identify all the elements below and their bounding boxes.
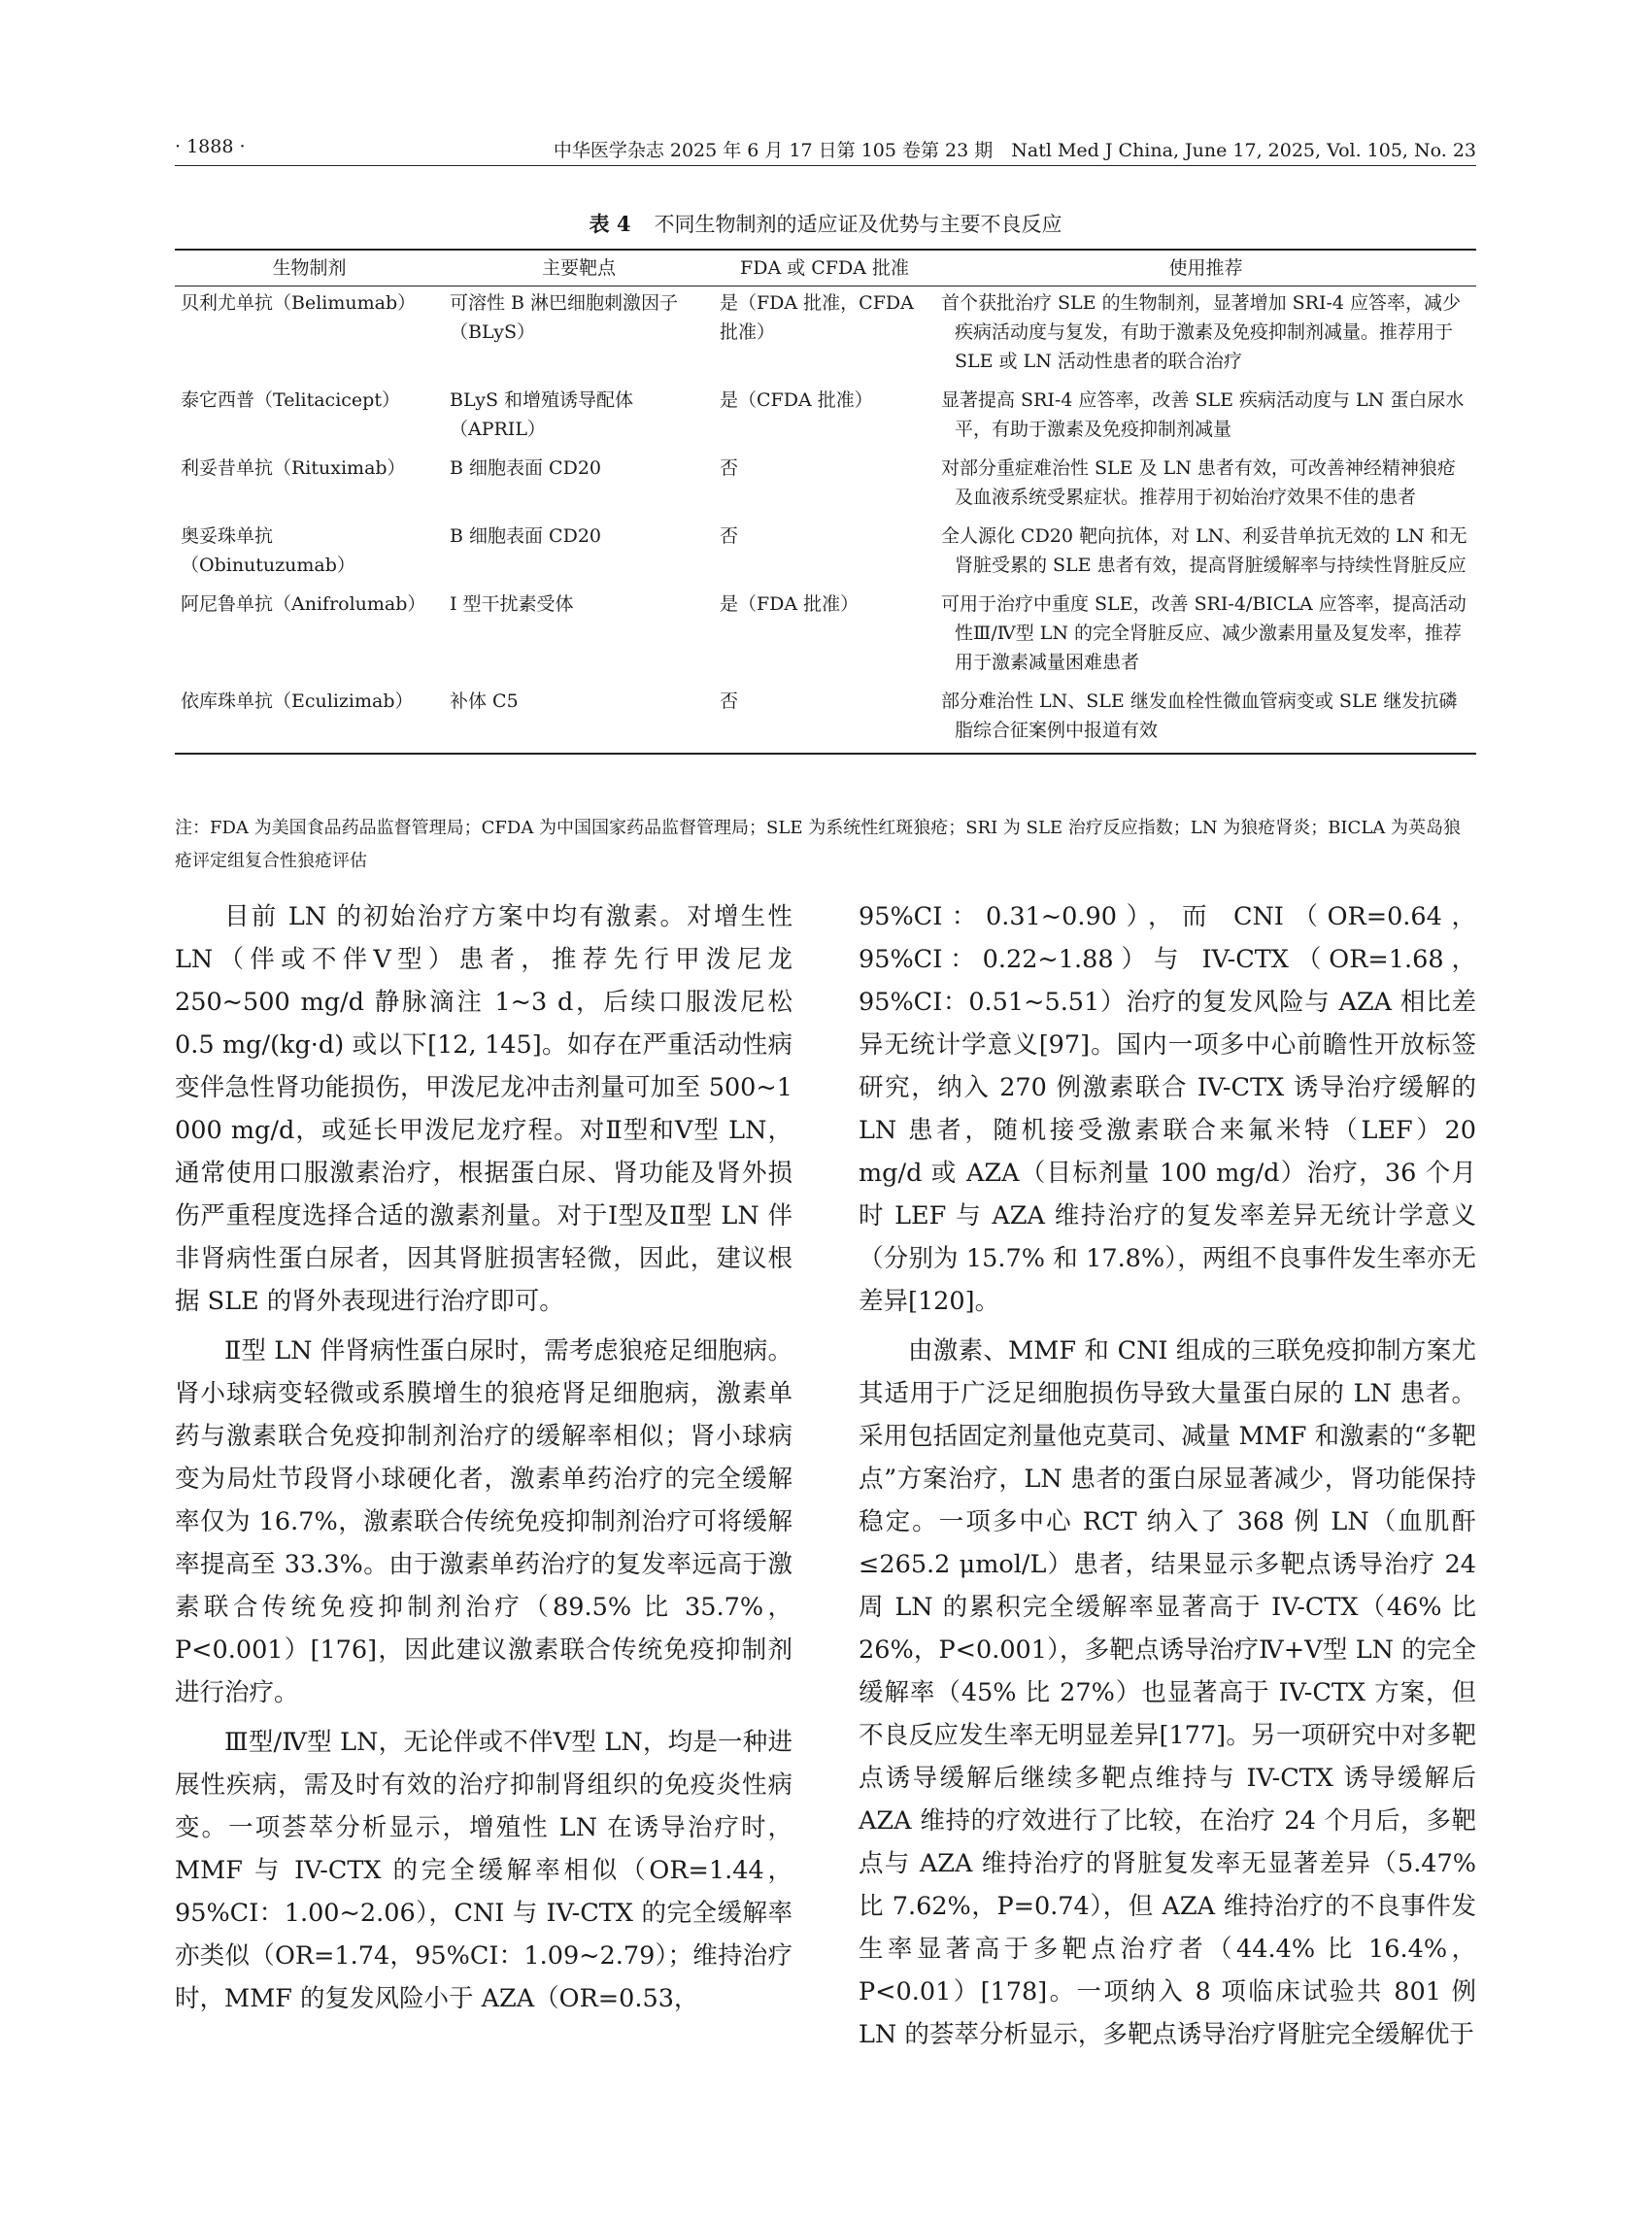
cell-target: 补体 C5: [450, 691, 519, 712]
paragraph: Ⅱ型 LN 伴肾病性蛋白尿时，需考虑狼疮足细胞病。肾小球病变轻微或系膜增生的狼疮肾足细胞病，激素单药与激素联合免疫抑制剂治疗的缓解率相似；肾小球病变为局灶节段肾小球硬化者，激素单药治疗的完全缓解率仅为 16.7%，激素联合传统免疫抑制剂治疗可将缓解率提高至 33.3%。由于激素单药治疗的复发率远高于激素联合传统免疫抑制剂治疗（89.5% 比 35.7%，P<0.001）[176]，因此建议激素联合传统免疫抑制剂进行治疗。: [175, 1336, 792, 1707]
cell-target: B 细胞表面 CD20: [450, 525, 601, 547]
table-caption: 不同生物制剂的适应证及优势与主要不良反应: [654, 213, 1062, 236]
table-row: [175, 287, 1476, 385]
table-row: [175, 520, 1476, 588]
cell-agent: 奥妥珠单抗（Obinutuzumab）: [181, 525, 355, 576]
table-row: [175, 384, 1476, 452]
cell-usage: 首个获批治疗 SLE 的生物制剂，显著增加 SRI-4 应答率，减少疾病活动度与复发，有助于激素及免疫抑制剂减量。推荐用于 SLE 或 LN 活动性患者的联合治疗: [941, 292, 1461, 372]
paragraph: 由激素、MMF 和 CNI 组成的三联免疫抑制方案尤其适用于广泛足细胞损伤导致大量蛋白尿的 LN 患者。采用包括固定剂量他克莫司、减量 MMF 和激素的“多靶点”方案治疗，LN 患者的蛋白尿显著减少，肾功能保持稳定。一项多中心 RCT 纳入了 368 例 LN（血肌酐≤265.2 μmol/L）患者，结果显示多靶点诱导治疗 24 周 LN 的累积完全缓解率显著高于 IV-CTX（46% 比 26%，P<0.001），多靶点诱导治疗Ⅳ+Ⅴ型 LN 的完全缓解率（45% 比 27%）也显著高于 IV-CTX 方案，但不良反应发生率无明显差异[177]。另一项研究中对多靶点诱导缓解后继续多靶点维持与 IV-CTX 诱导缓解后 AZA 维持的疗效进行了比较，在治疗 24 个月后，多靶点与 AZA 维持治疗的肾脏复发率无显著差异（5.47% 比 7.62%，P=0.74），但 AZA 维持治疗的不良事件发生率显著高于多靶点治疗者（44.4% 比 16.4%，P<0.01）[178]。一项纳入 8 项临床试验共 801 例 LN 的荟萃分析显示，多靶点诱导治疗肾脏完全缓解优于: [859, 1336, 1476, 2049]
cell-approval: 否: [720, 691, 739, 712]
cell-approval: 否: [720, 457, 739, 479]
cell-agent: 依库珠单抗（Eculizimab）: [181, 691, 414, 712]
cell-approval: 是（FDA 批准，CFDA 批准）: [720, 292, 914, 343]
cell-agent: 贝利尤单抗（Belimumab）: [181, 292, 417, 314]
table-number: 表 4: [589, 212, 631, 236]
cell-agent: 利妥昔单抗（Rituximab）: [181, 457, 406, 479]
cell-agent: 阿尼鲁单抗（Anifrolumab）: [181, 593, 426, 615]
cell-approval: 否: [720, 525, 739, 547]
biologics-table: [175, 249, 1476, 755]
journal-citation: 中华医学杂志 2025 年 6 月 17 日第 105 卷第 23 期 Natl Med J China, June 17, 2025, Vol. 105, No. 23: [553, 140, 1476, 161]
cell-usage: 全人源化 CD20 靶向抗体，对 LN、利妥昔单抗无效的 LN 和无肾脏受累的 SLE 患者有效，提高肾脏缓解率与持续性肾脏反应: [941, 525, 1467, 576]
table-row: [175, 685, 1476, 754]
cell-agent: 泰它西普（Telitacicept）: [181, 389, 400, 411]
paragraph: 95%CI：0.31~0.90），而 CNI（OR=0.64，95%CI：0.22~1.88）与 IV-CTX（OR=1.68，95%CI：0.51~5.51）治疗的复发风险与 AZA 相比差异无统计学意义[97]。国内一项多中心前瞻性开放标签研究，纳入 270 例激素联合 IV-CTX 诱导治疗缓解的 LN 患者，随机接受激素联合来氟米特（LEF）20 mg/d 或 AZA（目标剂量 100 mg/d）治疗，36 个月时 LEF 与 AZA 维持治疗的复发率差异无统计学意义（分别为 15.7% 和 17.8%），两组不良事件发生率亦无差异[120]。: [859, 902, 1476, 1316]
col-header-approval: FDA 或 CFDA 批准: [740, 257, 909, 279]
table-title: [175, 209, 1476, 238]
cell-approval: 是（FDA 批准）: [720, 593, 860, 615]
cell-target: BLyS 和增殖诱导配体（APRIL）: [450, 389, 634, 440]
cell-target: 可溶性 B 淋巴细胞刺激因子（BLyS）: [450, 292, 679, 343]
cell-target: Ⅰ 型干扰素受体: [450, 593, 574, 615]
body-column-left: [175, 895, 792, 2027]
page-number: · 1888 ·: [175, 136, 246, 157]
paragraph: Ⅲ型/Ⅳ型 LN，无论伴或不伴Ⅴ型 LN，均是一种进展性疾病，需及时有效的治疗抑制肾组织的免疫炎性病变。一项荟萃分析显示，增殖性 LN 在诱导治疗时，MMF 与 IV-CTX 的完全缓解率相似（OR=1.44，95%CI：1.00~2.06），CNI 与 IV-CTX 的完全缓解率亦类似（OR=1.74，95%CI：1.09~2.79）；维持治疗时，MMF 的复发风险小于 AZA（OR=0.53，: [175, 1728, 792, 2013]
table-row: [175, 452, 1476, 520]
col-header-agent: 生物制剂: [272, 257, 347, 279]
cell-usage: 部分难治性 LN、SLE 继发血栓性微血管病变或 SLE 继发抗磷脂综合征案例中报道有效: [941, 691, 1458, 741]
cell-approval: 是（CFDA 批准）: [720, 389, 873, 411]
cell-usage: 可用于治疗中重度 SLE，改善 SRI-4/BICLA 应答率，提高活动性Ⅲ/Ⅳ型 LN 的完全肾脏反应、减少激素用量及复发率，推荐用于激素减量困难患者: [941, 593, 1467, 673]
col-header-target: 主要靶点: [541, 257, 616, 279]
table-row: [175, 588, 1476, 685]
cell-target: B 细胞表面 CD20: [450, 457, 601, 479]
header-rule: [175, 165, 1476, 166]
cell-usage: 显著提高 SRI-4 应答率，改善 SLE 疾病活动度与 LN 蛋白尿水平，有助于激素及免疫抑制剂减量: [941, 389, 1465, 440]
cell-usage: 对部分重症难治性 SLE 及 LN 患者有效，可改善神经精神狼疮及血液系统受累症状。推荐用于初始治疗效果不佳的患者: [941, 457, 1456, 508]
col-header-usage: 使用推荐: [1168, 257, 1243, 279]
table-note: 注：FDA 为美国食品药品监督管理局；CFDA 为中国国家药品监督管理局；SLE 为系统性红斑狼疮；SRI 为 SLE 治疗反应指数；LN 为狼疮肾炎；BICLA 为英岛狼疮评定组复合性狼疮评估: [175, 818, 1461, 871]
paragraph: 目前 LN 的初始治疗方案中均有激素。对增生性 LN（伴或不伴Ⅴ型）患者，推荐先行甲泼尼龙 250~500 mg/d 静脉滴注 1~3 d，后续口服泼尼松 0.5 mg/(kg·d) 或以下[12, 145]。如存在严重活动性病变伴急性肾功能损伤，甲泼尼龙冲击剂量可加至 500~1 000 mg/d，或延长甲泼尼龙疗程。对Ⅱ型和Ⅴ型 LN，通常使用口服激素治疗，根据蛋白尿、肾功能及肾外损伤严重程度选择合适的激素剂量。对于Ⅰ型及Ⅱ型 LN 伴非肾病性蛋白尿者，因其肾脏损害轻微，因此，建议根据 SLE 的肾外表现进行治疗即可。: [175, 902, 792, 1316]
table-header-row: [175, 250, 1476, 287]
running-header: [175, 136, 1476, 169]
body-column-right: [859, 895, 1476, 2063]
